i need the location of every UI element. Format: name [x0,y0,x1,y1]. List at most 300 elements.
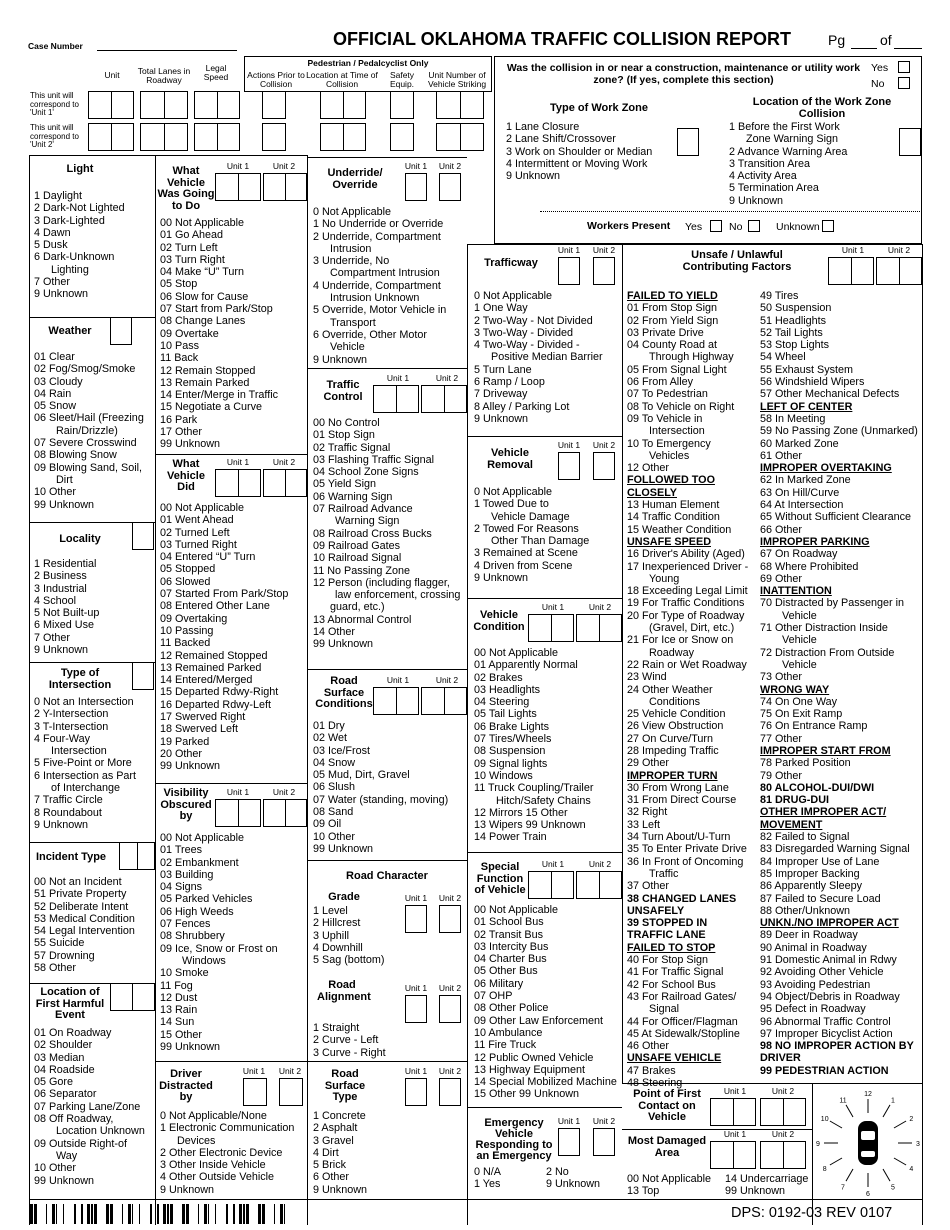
list-option: 03 Median [34,1051,85,1064]
list-option: 08 Other Police [474,1002,549,1015]
list-option: 01 Go Ahead [160,229,224,242]
list-option: 99 Unknown [313,842,374,855]
list-option: 10 Other [313,830,356,843]
report-title: OFFICIAL OKLAHOMA TRAFFIC COLLISION REPORT [333,29,791,49]
first-harmful-list [34,1027,145,1187]
factor-category: IMPROPER TURN [627,769,718,782]
list-option: 09 Signal lights [474,757,548,770]
list-option: 01 Trees [160,844,203,857]
factor-category: MOVEMENT [760,818,823,831]
list-option: 1 Lane Closure [506,121,580,133]
clock-label: 2 [909,1116,914,1123]
weather-box[interactable] [110,317,132,345]
workers-no-checkbox[interactable] [748,220,760,232]
factor-option: 01 From Stop Sign [627,302,718,315]
list-option: 2 Advance Warning Area [729,145,848,158]
factor-option: 99 PEDESTRIAN ACTION [760,1064,889,1077]
unit1-safety-box[interactable] [390,91,414,119]
legal-speed-col-label: Legal Speed [203,63,229,82]
factor-option: 17 Inexperienced Driver - [627,560,749,573]
barcode-bar [204,1204,207,1224]
list-option: Windows [182,954,226,967]
list-option: 0 Not Applicable [474,290,553,302]
list-option: Intrusion [330,242,372,255]
factor-option: 14 Traffic Condition [627,511,720,524]
list-option: 5 Brick [313,1159,346,1172]
clock-label: 8 [822,1166,827,1173]
surface-type-unit2-box[interactable] [439,1078,461,1106]
list-option: 01 Apparently Normal [474,659,578,672]
contact-item-13: 13 Top [627,1185,660,1197]
factor-option: 69 Other [760,572,803,585]
barcode-bar [262,1204,265,1224]
list-option: 5 Not Built-up [34,607,100,620]
factor-option: 02 From Yield Sign [627,314,719,327]
barcode-bar [87,1204,90,1224]
factor-option: 62 In Marked Zone [760,474,851,487]
factor-option: Intersection [649,425,705,438]
list-option: 11 Fog [160,979,193,992]
list-option: 2 Curve - Left [313,1034,379,1047]
list-option: 09 Overtake [160,327,219,340]
list-option: 02 Transit Bus [474,928,544,941]
location-time-col-label: Location at Time of Collision [306,70,378,89]
special-function-title: Special Function of Vehicle [474,861,526,896]
factor-option: 09 To Vehicle in [627,412,703,425]
list-option: 2 Hillcrest [313,917,361,930]
traffic-control-list [313,417,460,651]
factor-option: 24 Other Weather [627,683,713,696]
barcode-bar [34,1204,37,1224]
list-option: 02 Shoulder [34,1039,93,1052]
form-id: DPS: 0192-03 REV 0107 [731,1205,893,1221]
factor-option: 36 In Front of Oncoming [627,855,744,868]
work-zone-yes-checkbox[interactable] [898,61,910,73]
light-list [34,190,125,301]
list-option: 55 Suicide [34,937,85,950]
factor-option: Traffic [649,867,679,880]
factor-category: INATTENTION [760,585,832,598]
list-option: 9 Unknown [160,1183,215,1196]
list-option: 05 Stop [160,278,198,291]
first-contact-unit1-label: Unit 1 [723,1086,747,1096]
list-option: 54 Legal Intervention [34,925,135,938]
list-option: 04 Roadside [34,1063,95,1076]
road-surface-unit1-label: Unit 1 [386,675,410,685]
emergency-yes: 1 Yes [474,1178,501,1190]
list-option: 6 Override, Other Motor [313,328,428,341]
list-option: 17 Swerved Right [160,711,246,724]
factor-option: 73 Other [760,671,803,684]
clock-label: 6 [866,1191,870,1198]
alignment-unit2-label: Unit 2 [438,983,462,993]
list-option: 3 Remained at Scene [474,547,578,560]
list-option: 1 One Way [474,302,528,315]
barcode-bar [239,1204,242,1224]
list-option: 06 Sleet/Hail (Freezing [34,412,144,425]
trafficway-unit1-label: Unit 1 [557,245,581,255]
factor-category: UNKN./NO IMPROPER ACT [760,917,899,930]
factor-option: 77 Other [760,732,803,745]
factor-category: FAILED TO STOP [627,941,716,954]
intersection-box[interactable] [132,662,154,690]
workers-unknown-checkbox[interactable] [822,220,834,232]
list-option: 3 T-Intersection [34,720,109,733]
list-option: 04 Snow [313,756,356,769]
list-option: 53 Medical Condition [34,912,135,925]
barcode-bar [233,1204,235,1224]
traffic-control-unit2-label: Unit 2 [435,373,459,383]
work-zone-no-label: No [871,78,885,90]
unit2-actions-box[interactable] [262,123,286,151]
first-contact-unit2-label: Unit 2 [771,1086,795,1096]
factor-option: 58 In Meeting [760,412,826,425]
work-zone-type-box[interactable] [677,128,699,156]
list-option: 05 Snow [34,400,77,413]
list-option: 1 Residential [34,558,97,570]
factor-option: 25 Vehicle Condition [627,708,726,721]
road-character-title: Road Character [346,870,428,882]
factor-option: 90 Animal in Roadway [760,941,867,954]
distracted-unit1-box[interactable] [243,1078,267,1106]
list-option: 11 Back [160,352,199,365]
list-option: 07 Severe Crosswind [34,437,137,450]
list-option: 99 Unknown [313,638,374,651]
case-number-label: Case Number [28,41,83,51]
list-option: 14 Special Mobilized Machine [474,1076,617,1089]
list-option: 0 Not Applicable [313,206,392,218]
factor-category: IMPROPER OVERTAKING [760,462,892,475]
factor-option: 08 To Vehicle on Right [627,400,735,413]
factor-option: 93 Avoiding Pedestrian [760,978,871,991]
factor-category: LEFT OF CENTER [760,400,853,413]
factor-option: 29 Other [627,757,670,770]
barcode-bar [280,1204,283,1224]
factor-option: 87 Failed to Secure Load [760,892,881,905]
list-option: Intersection [51,745,107,758]
unit2-safety-box[interactable] [390,123,414,151]
factor-option: 42 For School Bus [627,978,716,991]
clock-label: 1 [891,1097,895,1105]
clock-tick [846,1169,853,1181]
going-to-do-unit1-label: Unit 1 [226,161,250,171]
barcode-bar [30,1204,33,1224]
list-option: 04 School Zone Signs [313,466,419,479]
list-option: 3 Two-Way - Divided [474,326,574,339]
barcode-bar [106,1204,109,1224]
list-option: 3 Industrial [34,582,87,595]
list-option: 01 Clear [34,351,75,363]
veh-condition-unit1-label: Unit 1 [541,602,565,612]
list-option: 1 Electronic Communication [160,1122,295,1135]
incident-list [34,876,135,974]
trafficway-unit2-box[interactable] [593,257,615,285]
list-option: 58 Other [34,962,77,975]
list-option: 07 OHP [474,990,513,1003]
list-option: 57 Drowning [34,949,95,962]
surface-type-unit2-label: Unit 2 [438,1066,462,1076]
underride-unit1-box[interactable] [405,173,427,201]
list-option: 10 Other [34,1162,77,1175]
list-option: 11 No Passing Zone [313,564,411,577]
work-zone-no-checkbox[interactable] [898,77,910,89]
factor-option: Signal [649,1003,680,1016]
factor-option: Conditions [649,695,701,708]
list-option: 03 Intercity Bus [474,940,549,953]
list-option: 99 Unknown [34,498,95,511]
factor-option: 75 On Exit Ramp [760,708,843,721]
list-option: 1 Concrete [313,1110,366,1122]
list-option: 13 Highway Equipment [474,1063,586,1076]
underride-unit2-box[interactable] [439,173,461,201]
factor-option: 33 Left [627,818,661,831]
barcode-bar [246,1204,249,1224]
list-option: 16 Park [160,413,198,426]
distracted-title: Driver Distracted by [159,1068,213,1103]
barcode [30,1204,288,1224]
factor-option: 35 To Enter Private Drive [627,843,747,856]
list-option: 05 Parked Vehicles [160,893,253,906]
safety-equip-col-label: Safety Equip. [389,70,415,89]
list-option: 15 Other 99 Unknown [474,1088,580,1101]
factor-option: 28 Impeding Traffic [627,744,719,757]
list-option: 03 Headlights [474,683,541,696]
factor-option: 82 Failed to Signal [760,831,850,844]
factor-option: 37 Other [627,880,670,893]
list-option: law enforcement, crossing [335,589,461,602]
list-option: 5 Sag (bottom) [313,954,385,967]
factor-option: 65 Without Sufficient Clearance [760,511,912,524]
list-option: 03 Flashing Traffic Signal [313,453,435,466]
factor-option: Through Highway [649,351,734,364]
car-icon [856,1121,880,1165]
list-option: 05 Gore [34,1076,74,1089]
alignment-unit2-box[interactable] [439,995,461,1023]
of-label: of [880,32,892,48]
list-option: 01 Stop Sign [313,429,375,442]
list-option: 4 Downhill [313,941,363,954]
clock-label: 10 [820,1116,829,1123]
list-option: 08 Suspension [474,745,546,758]
case-number-field[interactable] [97,50,237,51]
list-option: 07 Started From Park/Stop [160,588,289,601]
list-option: 04 Charter Bus [474,953,547,966]
grade-unit2-box[interactable] [439,905,461,933]
factor-option: 76 On Entrance Ramp [760,720,868,733]
list-option: 14 Sun [160,1016,195,1029]
list-option: 3 Uphill [313,929,350,942]
list-option: 08 Railroad Cross Bucks [313,527,432,540]
grade-unit1-box[interactable] [405,905,427,933]
work-zone-location-title: Location of the Work Zone Collision [752,96,892,120]
workers-yes-checkbox[interactable] [710,220,722,232]
emergency-unit1-box[interactable] [558,1128,580,1156]
factors-unit2-label: Unit 2 [887,245,911,255]
list-option: 3 Dark-Lighted [34,214,105,227]
underride-list [313,206,446,366]
list-option: 08 Shrubbery [160,930,225,943]
factor-option: 12 Other [627,462,670,475]
list-option: 12 Remained Stopped [160,649,268,662]
distracted-unit2-label: Unit 2 [278,1066,302,1076]
factor-category: IMPROPER START FROM [760,744,891,757]
unit1-actions-box[interactable] [262,91,286,119]
list-option: 4 Underride, Compartment [313,279,441,292]
emergency-unit2-box[interactable] [593,1128,615,1156]
list-option: 13 Remained Parked [160,661,262,674]
factor-option: 41 For Traffic Signal [627,966,724,979]
weather-title: Weather [48,325,92,337]
barcode-bar [274,1204,275,1224]
list-option: 03 Cloudy [34,375,83,388]
incident-title: Incident Type [35,851,107,863]
locality-box[interactable] [132,522,154,550]
list-option: 5 Turn Lane [474,363,532,376]
trafficway-unit1-box[interactable] [558,257,580,285]
contact-item-00: 00 Not Applicable [627,1173,712,1185]
alignment-unit1-box[interactable] [405,995,427,1023]
list-option: 12 Public Owned Vehicle [474,1051,594,1064]
factor-option: 61 Other [760,449,803,462]
list-option: 9 Unknown [34,644,89,657]
emergency-unknown: 9 Unknown [546,1178,601,1190]
work-zone-location-box[interactable] [899,128,921,156]
removal-unit1-box[interactable] [558,452,580,480]
list-option: 9 Unknown [34,818,89,831]
list-option: 6 Ramp / Loop [474,376,545,389]
veh-condition-list [474,647,593,844]
vehicle-did-unit1-label: Unit 1 [226,457,250,467]
factor-option: 56 Windshield Wipers [760,376,865,389]
trafficway-unit2-label: Unit 2 [592,245,616,255]
factor-option: 19 For Traffic Conditions [627,597,745,610]
list-option: 3 Curve - Right [313,1046,386,1059]
clock-tick [894,1121,906,1128]
factor-option: 30 From Wrong Lane [627,781,729,794]
removal-unit2-box[interactable] [593,452,615,480]
barcode-bar [167,1204,169,1224]
list-option: 10 Pass [160,339,200,352]
list-option: 00 Not an Incident [34,876,122,888]
factor-option: 10 To Emergency [627,437,711,450]
special-function-unit1-label: Unit 1 [541,859,565,869]
factor-option: 86 Apparently Sleepy [760,880,863,893]
list-option: 2 Dark-Not Lighted [34,202,125,215]
factor-option: 79 Other [760,769,803,782]
removal-unit2-label: Unit 2 [592,440,616,450]
underride-unit1-label: Unit 1 [404,161,428,171]
light-title: Light [66,163,94,175]
list-option: Location Unknown [56,1125,145,1138]
factor-option: 22 Rain or Wet Roadway [627,658,747,671]
list-option: 08 Change Lanes [160,315,246,328]
factor-option: 18 Exceeding Legal Limit [627,585,748,598]
list-option: 08 Sand [313,806,354,819]
list-option: 3 Other Inside Vehicle [160,1159,266,1172]
barcode-bar [226,1204,228,1224]
most-damaged-unit2-label: Unit 2 [771,1129,795,1139]
factor-option: UNSAFELY [627,904,685,917]
list-option: 03 Turned Right [160,538,237,551]
list-option: 2 Asphalt [313,1122,358,1135]
trafficway-list [474,290,603,425]
emergency-unit1-label: Unit 1 [557,1116,581,1126]
factor-option: Vehicle [782,658,817,671]
vehicle-clock-diagram [816,1085,920,1199]
list-option: 2 Underride, Compartment [313,230,441,243]
factor-option: 94 Object/Debris in Roadway [760,990,900,1003]
unit-striking-col-label: Unit Number of Vehicle Striking [427,70,487,89]
emergency-no: 2 No [546,1166,569,1178]
list-option: 4 Dawn [34,226,71,239]
factor-option: 34 Turn About/U-Turn [627,831,731,844]
factor-option: 51 Headlights [760,314,827,327]
page-number-field[interactable] [851,48,877,49]
list-option: 1 Straight [313,1022,360,1034]
factor-option: 54 Wheel [760,351,806,364]
factor-option: Vehicles [649,449,690,462]
clock-label: 9 [816,1141,820,1148]
list-option: 20 Other [160,747,203,760]
list-option: 1 Level [313,905,348,917]
barcode-bar [243,1204,245,1224]
barcode-bar [63,1204,64,1224]
factor-option: 53 Stop Lights [760,339,830,352]
list-option: 0 Not Applicable/None [160,1110,267,1122]
list-option: 14 Entered/Merged [160,674,253,687]
vehicle-did-unit2-label: Unit 2 [272,457,296,467]
factor-category: FOLLOWED TOO [627,474,715,487]
list-option: 09 Outside Right-of [34,1137,128,1150]
page-total-field[interactable] [894,48,922,49]
clock-tick [830,1121,842,1128]
list-option: 2 Other Electronic Device [160,1146,283,1159]
list-option: 10 Ambulance [474,1026,543,1039]
clock-tick [846,1105,853,1117]
list-option: 1 Towed Due to [474,498,549,511]
factor-option: Young [649,572,680,585]
list-option: of Interchange [51,782,121,795]
barcode-bar [163,1204,166,1224]
list-option: 7 Other [34,631,71,644]
emergency-title: Emergency Vehicle Responding to an Emergency [475,1117,553,1162]
list-option: Way [56,1149,78,1162]
factor-option: 74 On One Way [760,695,838,708]
clock-label: 11 [839,1097,847,1105]
work-zone-type-list [506,121,652,182]
list-option: 15 Negotiate a Curve [160,401,263,414]
distracted-unit2-box[interactable] [279,1078,303,1106]
list-option: 3 Transition Area [729,157,811,170]
factor-option: 50 Suspension [760,302,832,315]
list-option: 9 Unknown [506,170,561,183]
going-to-do-title: What Vehicle Was Going to Do [157,165,215,212]
factor-option: 07 To Pedestrian [627,388,708,401]
clock-label: 5 [891,1184,895,1192]
special-function-list [474,904,617,1101]
surface-type-list [313,1110,367,1196]
intersection-title: Type of Intersection [48,667,112,691]
list-option: 1 No Underride or Override [313,218,444,231]
factor-option: 85 Improper Backing [760,867,860,880]
list-option: 5 Five-Point or More [34,757,132,770]
list-option: 19 Parked [160,735,210,748]
barcode-bar [157,1204,159,1224]
factor-option: 67 On Roadway [760,548,838,561]
list-option: 0 Not Applicable [474,486,553,498]
surface-type-unit1-box[interactable] [405,1078,427,1106]
barcode-bar [258,1204,261,1224]
